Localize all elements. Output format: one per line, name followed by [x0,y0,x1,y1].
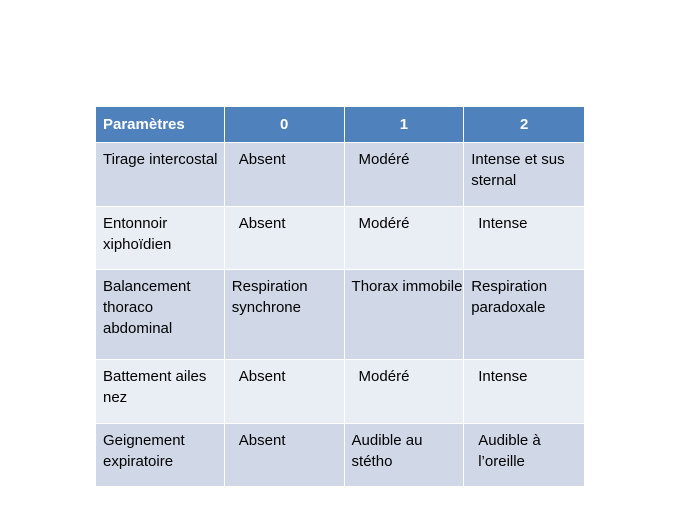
score-1-text: Modéré [358,151,410,168]
param-label: Battement ailes nez [103,368,207,406]
param-label: Entonnoir xiphoïdien [103,215,172,253]
table-row [96,270,585,360]
score-2-text: Intense [478,215,528,232]
table-row [96,424,585,487]
score-0-cell [224,270,344,360]
score-2-cell [464,143,585,207]
param-cell [96,207,225,270]
score-0-cell [224,360,344,424]
score-1-cell [344,360,464,424]
score-1-cell [344,143,464,207]
score-1-text: Modéré [358,368,410,385]
score-2-cell [464,360,585,424]
score-table [95,106,585,487]
score-2-text: Intense [478,368,528,385]
table-header-row [96,107,585,143]
header-parametres: Paramètres [96,107,225,143]
score-2-text: Respiration paradoxale [471,278,548,316]
score-1-text: Thorax immobile [351,278,463,295]
param-cell [96,424,225,487]
score-1-text: Audible au stétho [351,432,423,470]
score-1-cell [344,424,464,487]
param-cell [96,270,225,360]
score-0-cell [224,143,344,207]
score-1-text: Modéré [358,215,410,232]
score-1-cell [344,207,464,270]
header-score-2: 2 [464,107,585,143]
param-cell [96,143,225,207]
score-0-text: Respiration synchrone [231,278,308,316]
score-2-text: Intense et sus sternal [471,151,565,189]
score-0-cell [224,207,344,270]
table-row [96,207,585,270]
param-label: Geignement expiratoire [103,432,185,470]
score-1-cell [344,270,464,360]
score-2-cell [464,424,585,487]
score-0-text: Absent [238,151,286,168]
score-2-text: Audible à l’oreille [478,432,541,470]
table-row [96,360,585,424]
score-2-cell [464,270,585,360]
score-0-text: Absent [238,432,286,449]
table-row [96,143,585,207]
header-score-0: 0 [224,107,344,143]
param-label: Balancement thoraco abdominal [103,278,191,337]
score-0-text: Absent [238,368,286,385]
header-score-1: 1 [344,107,464,143]
param-cell [96,360,225,424]
score-2-cell [464,207,585,270]
param-label: Tirage intercostal [103,151,218,168]
score-0-text: Absent [238,215,286,232]
score-0-cell [224,424,344,487]
